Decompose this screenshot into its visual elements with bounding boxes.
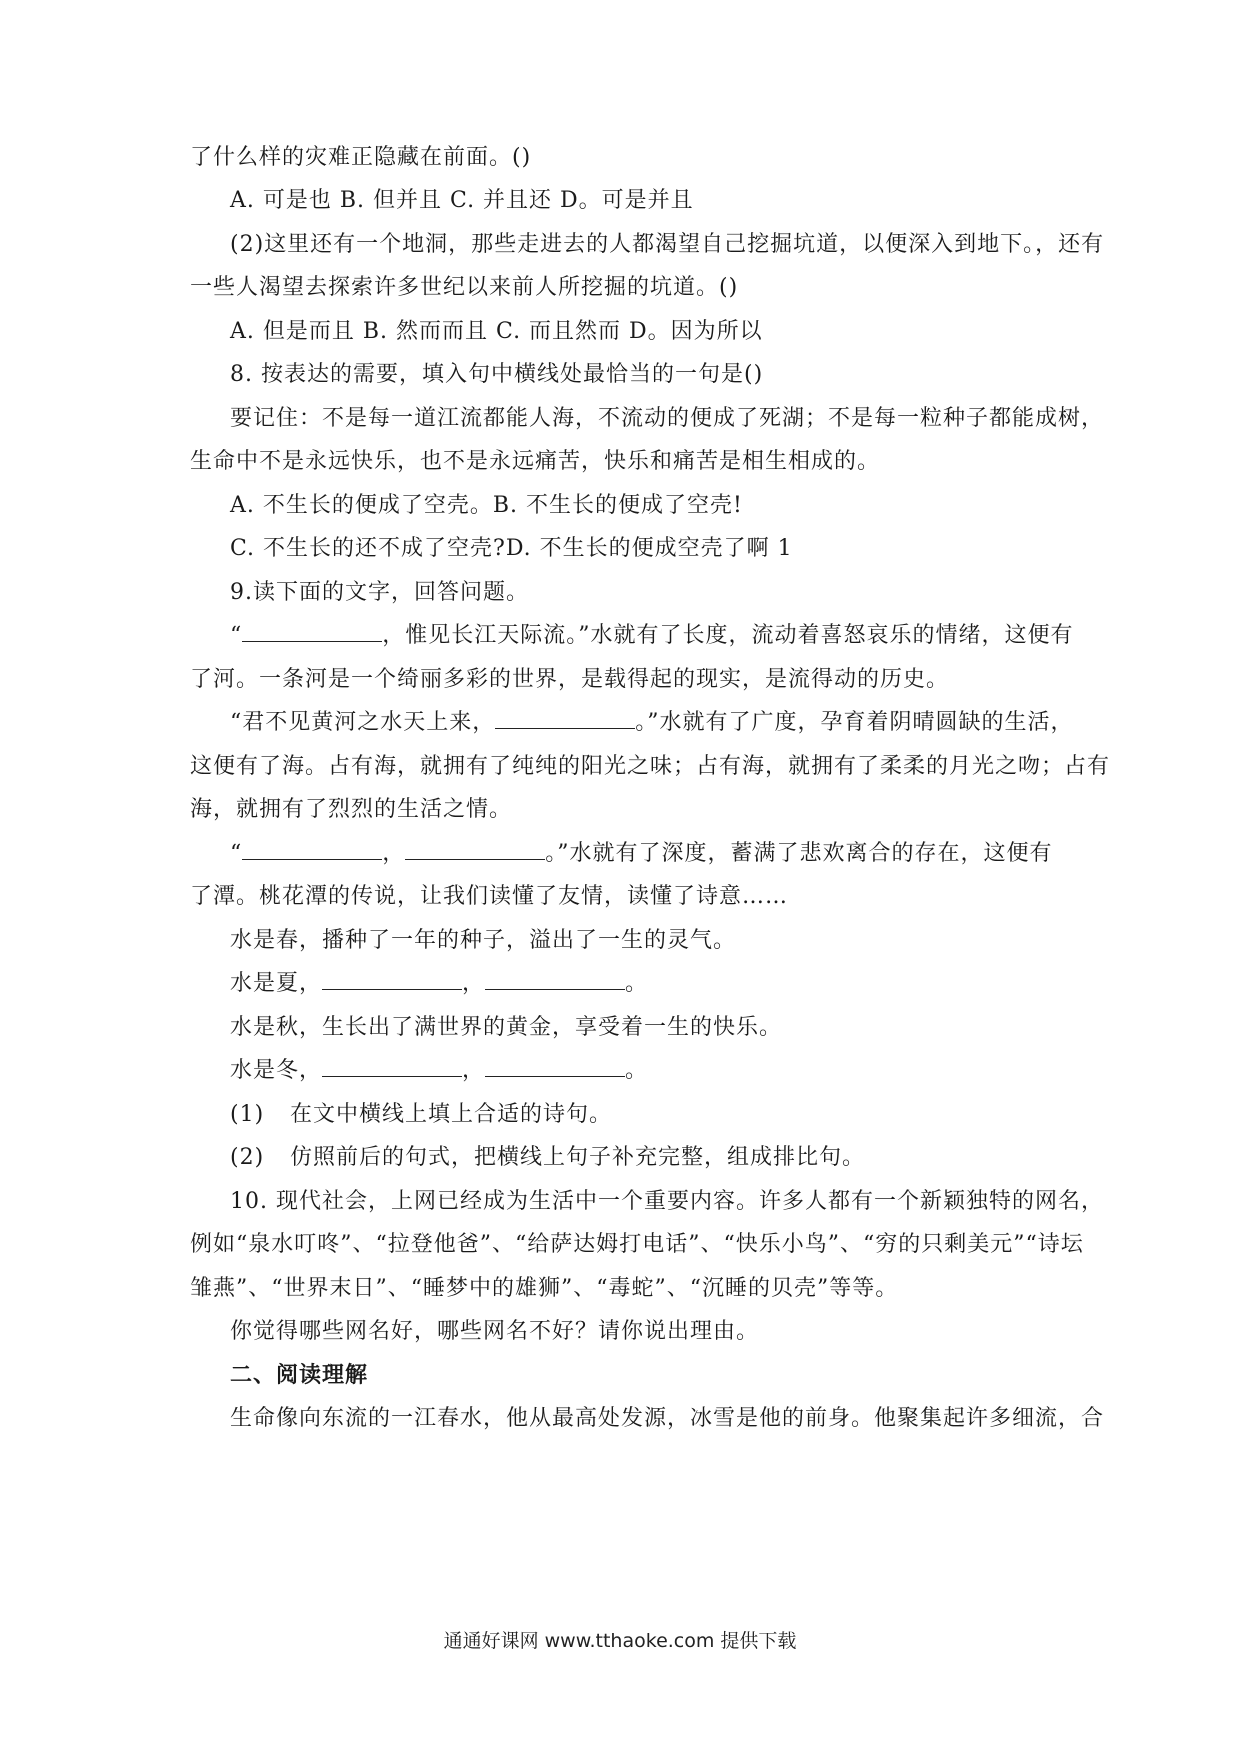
text-line: 了潭。桃花潭的传说，让我们读懂了友情，读懂了诗意…… (190, 884, 789, 909)
text-segment: “ (230, 841, 243, 866)
question-line: 10. 现代社会，上网已经成为生活中一个重要内容。许多人都有一个新颖独特的网名， (230, 1189, 1104, 1214)
text-segment: 。”水就有了深度，蓄满了悲欢离合的存在，这便有 (545, 841, 1053, 866)
text-line (230, 621, 1074, 651)
text-segment: “ (230, 623, 243, 648)
fill-blank[interactable] (405, 841, 545, 860)
fill-blank[interactable] (485, 1058, 625, 1077)
text-segment: 水是冬， (230, 1058, 323, 1083)
fill-blank[interactable] (322, 1058, 462, 1077)
fill-blank[interactable] (495, 710, 635, 729)
text-segment: ， (382, 841, 406, 866)
option-line: A. 可是也 B. 但并且 C. 并且还 D。可是并且 (230, 188, 694, 213)
text-segment: ， (462, 1058, 486, 1083)
sub-question-text: 在文中横线上填上合适的诗句。 (290, 1102, 613, 1127)
text-segment: ，惟见长江天际流。”水就有了长度，流动着喜怒哀乐的情绪，这便有 (382, 623, 1074, 648)
text-line: 生命中不是永远快乐，也不是永远痛苦，快乐和痛苦是相生相成的。 (190, 449, 881, 474)
sub-question (230, 1100, 1060, 1130)
option-line: A. 不生长的便成了空壳。B. 不生长的便成了空壳! (230, 493, 743, 518)
text-line (230, 1056, 1060, 1086)
fill-blank[interactable] (242, 623, 382, 642)
text-segment: “君不见黄河之水天上来， (230, 710, 496, 735)
text-line: 了什么样的灾难正隐藏在前面。() (190, 145, 532, 170)
sub-question-number: (1) (230, 1102, 265, 1127)
fill-blank[interactable] (242, 841, 382, 860)
text-line: 例如“泉水叮咚”、“拉登他爸”、“给萨达姆打电话”、“快乐小鸟”、“穷的只剩美元”“诗坛 (190, 1232, 1084, 1257)
text-line: 海，就拥有了烈烈的生活之情。 (190, 797, 513, 822)
text-line: 你觉得哪些网名好，哪些网名不好？请你说出理由。 (230, 1319, 760, 1344)
question-line: 9.读下面的文字，回答问题。 (230, 580, 529, 605)
text-segment: 水是夏， (230, 971, 323, 996)
text-line: 了河。一条河是一个绮丽多彩的世界，是载得起的现实，是流得动的历史。 (190, 667, 950, 692)
option-line: C. 不生长的还不成了空壳?D. 不生长的便成空壳了啊 1 (230, 536, 793, 561)
page-footer: 通通好课网 www.tthaoke.com 提供下载 (443, 1630, 797, 1652)
text-line: 要记住：不是每一道江流都能人海，不流动的便成了死湖；不是每一粒种子都能成树， (230, 406, 1105, 431)
option-line: A. 但是而且 B. 然而而且 C. 而且然而 D。因为所以 (230, 319, 763, 344)
text-segment: 。 (625, 1058, 649, 1083)
text-line (230, 969, 1060, 999)
text-line: 雏燕”、“世界末日”、“睡梦中的雄狮”、“毒蛇”、“沉睡的贝壳”等等。 (190, 1276, 899, 1301)
question-line: (2)这里还有一个地洞，那些走进去的人都渴望自己挖掘坑道，以便深入到地下。，还有 (230, 232, 1105, 257)
text-line: 这便有了海。占有海，就拥有了纯纯的阳光之味；占有海，就拥有了柔柔的月光之吻；占有 (190, 754, 1111, 779)
text-segment: 。 (625, 971, 649, 996)
text-line: 一些人渴望去探索许多世纪以来前人所挖掘的坑道。() (190, 275, 739, 300)
text-segment: 。”水就有了广度，孕育着阴晴圆缺的生活， (635, 710, 1074, 735)
sub-question (230, 1143, 1060, 1173)
fill-blank[interactable] (485, 971, 625, 990)
question-line: 8. 按表达的需要，填入句中横线处最恰当的一句是() (230, 362, 764, 387)
text-line: 水是秋，生长出了满世界的黄金，享受着一生的快乐。 (230, 1015, 783, 1040)
fill-blank[interactable] (322, 971, 462, 990)
text-line: 生命像向东流的一江春水，他从最高处发源，冰雪是他的前身。他聚集起许多细流，合 (230, 1406, 1105, 1431)
sub-question-text: 仿照前后的句式，把横线上句子补充完整，组成排比句。 (290, 1145, 866, 1170)
text-segment: ， (462, 971, 486, 996)
text-line (230, 839, 1060, 869)
text-line: 水是春，播种了一年的种子，溢出了一生的灵气。 (230, 928, 737, 953)
text-line (230, 708, 1074, 738)
section-heading: 二、阅读理解 (230, 1363, 369, 1388)
sub-question-number: (2) (230, 1145, 265, 1170)
